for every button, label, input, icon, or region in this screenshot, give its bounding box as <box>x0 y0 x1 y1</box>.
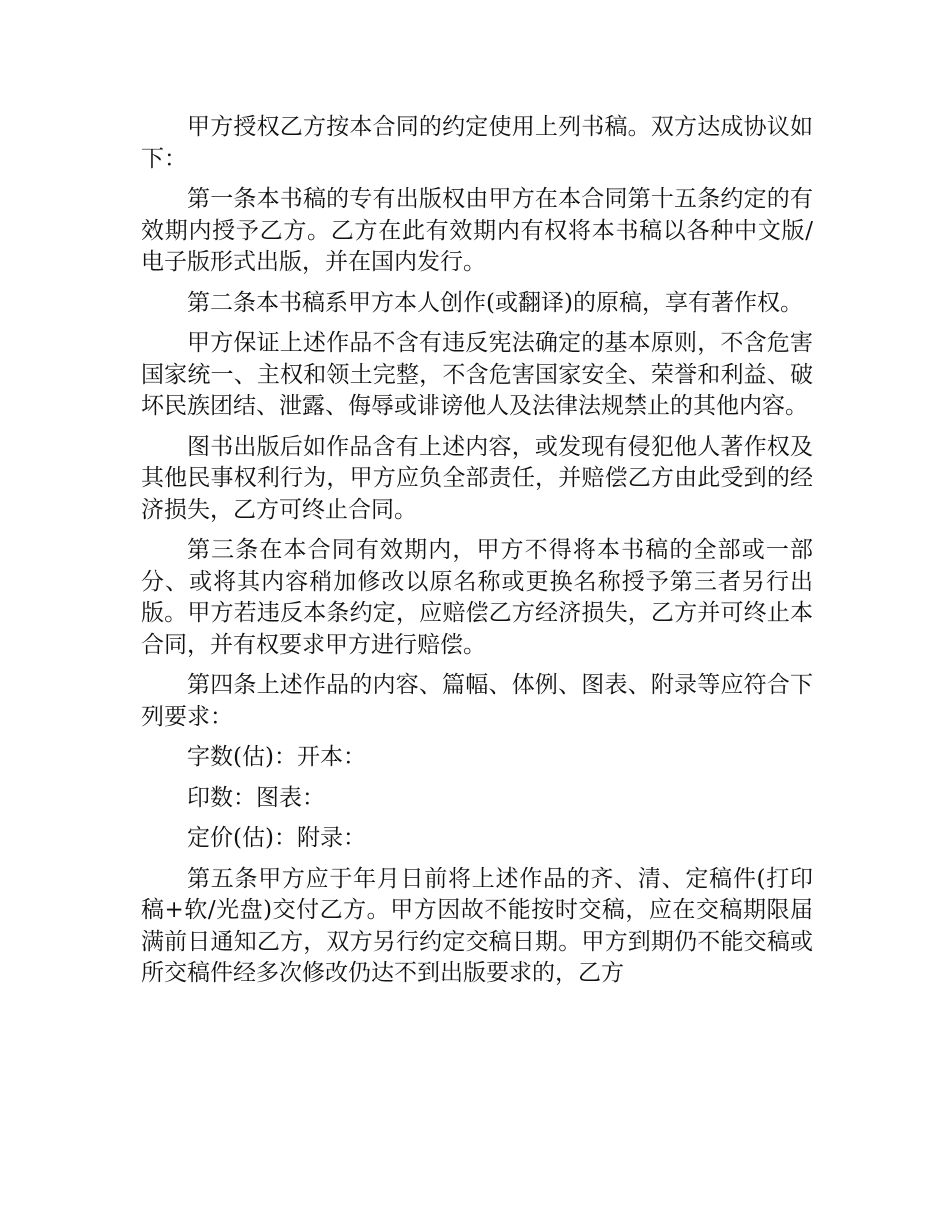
paragraph-article-1: 第一条本书稿的专有出版权由甲方在本合同第十五条约定的有效期内授予乙方。乙方在此有效期内有权将本书稿以各种中文版/电子版形式出版，并在国内发行。 <box>141 186 813 275</box>
paragraph-word-count-format: 字数(估)：开本： <box>187 744 366 770</box>
paragraph-agreement-intro: 甲方授权乙方按本合同的约定使用上列书稿。双方达成协议如下： <box>141 114 813 172</box>
paragraph-article-3: 第三条在本合同有效期内，甲方不得将本书稿的全部或一部分、或将其内容稍加修改以原名称或更换名称授予第三者另行出版。甲方若违反本条约定，应赔偿乙方经济损失，乙方并可终止本合同，并有权要求甲方进行赔偿。 <box>141 537 813 658</box>
paragraph-article-4: 第四条上述作品的内容、篇幅、体例、图表、附录等应符合下列要求： <box>141 672 813 730</box>
paragraph-price-appendix: 定价(估)：附录： <box>187 825 366 851</box>
contract-page <box>141 112 813 999</box>
paragraph-print-run-charts: 印数：图表： <box>187 784 325 811</box>
paragraph-content-guarantee: 甲方保证上述作品不含有违反宪法确定的基本原则，不含危害国家统一、主权和领土完整，不含危害国家安全、荣誉和利益、破坏民族团结、泄露、侮辱或诽谤他人及法律法规禁止的其他内容。 <box>141 330 813 419</box>
paragraph-article-5: 第五条甲方应于年月日前将上述作品的齐、清、定稿件(打印稿+软/光盘)交付乙方。甲方因故不能按时交稿，应在交稿期限届满前日通知乙方，双方另行约定交稿日期。甲方到期仍不能交稿或所交稿件经多次修改仍达不到出版要求的，乙方 <box>141 865 813 986</box>
paragraph-article-2: 第二条本书稿系甲方本人创作(或翻译)的原稿，享有著作权。 <box>187 289 803 316</box>
paragraph-liability: 图书出版后如作品含有上述内容，或发现有侵犯他人著作权及其他民事权利行为，甲方应负全部责任，并赔偿乙方由此受到的经济损失，乙方可终止合同。 <box>141 433 813 523</box>
